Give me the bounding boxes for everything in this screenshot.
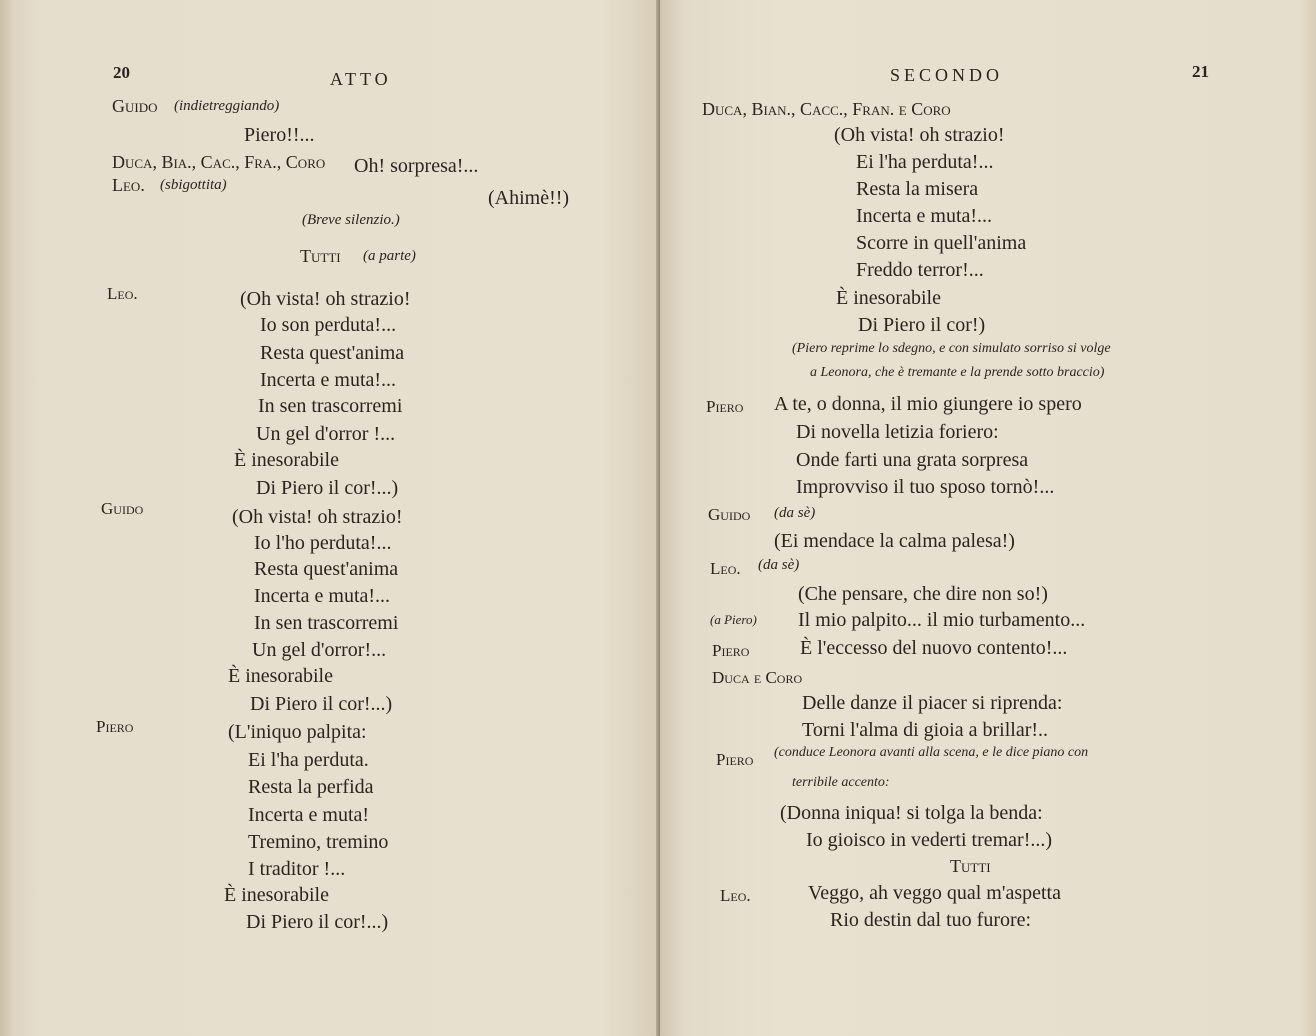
stage-direction: terribile accento: bbox=[792, 775, 890, 790]
speaker-label: Piero bbox=[96, 717, 134, 736]
verse-line: In sen trascorremi bbox=[254, 612, 399, 634]
verse-line: (Ei mendace la calma palesa!) bbox=[774, 530, 1015, 552]
verse-line: Di Piero il cor!...) bbox=[250, 693, 393, 715]
verse-line: Ei l'ha perduta!... bbox=[856, 151, 994, 173]
speaker-label: Duca, Bian., Cacc., Fran. e Coro bbox=[702, 99, 951, 119]
verse-line: Io gioisco in vederti tremar!...) bbox=[806, 829, 1053, 851]
verse-line: Il mio palpito... il mio turbamento... bbox=[798, 609, 1086, 631]
verse-line: Tremino, tremino bbox=[248, 831, 389, 853]
verse-line: Di Piero il cor!) bbox=[858, 314, 986, 336]
speaker-label: Guido bbox=[101, 499, 144, 518]
verse-line: Delle danze il piacer si riprenda: bbox=[802, 692, 1063, 714]
verse-line: Ei l'ha perduta. bbox=[248, 749, 369, 771]
speaker-label: Duca e Coro bbox=[712, 668, 803, 687]
verse-line: È inesorabile bbox=[224, 884, 329, 906]
verse-line: Torni l'alma di gioia a brillar!.. bbox=[802, 719, 1049, 741]
verse-line: In sen trascorremi bbox=[258, 395, 403, 417]
verse-line: Incerta e muta!... bbox=[254, 585, 391, 607]
verse-line: (Donna iniqua! si tolga la benda: bbox=[780, 802, 1043, 824]
speaker-label: Piero bbox=[706, 397, 744, 416]
verse-line: È inesorabile bbox=[234, 449, 339, 471]
verse-line: Piero!!... bbox=[244, 124, 315, 146]
speaker-label: Guido bbox=[708, 505, 751, 524]
verse-line: Di Piero il cor!...) bbox=[256, 477, 399, 499]
verse-line: I traditor !... bbox=[248, 858, 346, 880]
running-header: ATTO bbox=[330, 69, 392, 89]
verse-line: A te, o donna, il mio giungere io spero bbox=[774, 393, 1082, 415]
right-page bbox=[660, 0, 1316, 1036]
speaker-label: Leo. bbox=[710, 559, 741, 578]
speaker-label: Tutti bbox=[300, 246, 341, 266]
stage-direction: (a parte) bbox=[363, 248, 416, 264]
verse-line: Veggo, ah veggo qual m'aspetta bbox=[808, 882, 1061, 904]
speaker-label: Piero bbox=[716, 750, 754, 769]
verse-line: Scorre in quell'anima bbox=[856, 232, 1027, 254]
verse-line: Un gel d'orror!... bbox=[252, 639, 387, 661]
verse-line: Freddo terror!... bbox=[856, 259, 984, 281]
speaker-label: Guido bbox=[112, 96, 158, 116]
verse-line: Incerta e muta!... bbox=[260, 369, 397, 391]
stage-direction: (indietreggiando) bbox=[174, 98, 280, 114]
verse-line: (Che pensare, che dire non so!) bbox=[798, 583, 1048, 605]
page-number: 21 bbox=[1192, 62, 1209, 81]
verse-line: Io l'ho perduta!... bbox=[254, 532, 392, 554]
verse-line: Improvviso il tuo sposo tornò!... bbox=[796, 476, 1055, 498]
stage-direction: a Leonora, che è tremante e la prende sotto braccio) bbox=[810, 365, 1105, 380]
verse-line: Onde farti una grata sorpresa bbox=[796, 449, 1029, 471]
stage-direction: (Breve silenzio.) bbox=[302, 212, 400, 228]
verse-line: Resta quest'anima bbox=[254, 558, 399, 580]
stage-direction: (Piero reprime lo sdegno, e con simulato sorriso si volge bbox=[792, 341, 1111, 356]
stage-direction: (a Piero) bbox=[710, 612, 757, 627]
verse-line: È inesorabile bbox=[836, 287, 941, 309]
running-header: SECONDO bbox=[890, 65, 1004, 85]
speaker-label: Leo. bbox=[112, 175, 145, 195]
page-number: 20 bbox=[113, 63, 130, 82]
stage-direction: (da sè) bbox=[758, 557, 800, 573]
verse-line: È l'eccesso del nuovo contento!... bbox=[800, 637, 1068, 659]
verse-line: (Oh vista! oh strazio! bbox=[834, 124, 1005, 146]
verse-line: Incerta e muta! bbox=[248, 804, 370, 826]
verse-line: Un gel d'orror !... bbox=[256, 423, 396, 445]
verse-line: È inesorabile bbox=[228, 665, 333, 687]
speaker-label: Piero bbox=[712, 641, 750, 660]
speaker-label: Duca, Bia., Cac., Fra., Coro bbox=[112, 152, 326, 172]
verse-line: (Ahimè!!) bbox=[488, 187, 570, 209]
verse-line: (Oh vista! oh strazio! bbox=[232, 506, 403, 528]
verse-line: Io son perduta!... bbox=[260, 314, 397, 336]
verse-line: Resta quest'anima bbox=[260, 342, 405, 364]
verse-line: Incerta e muta!... bbox=[856, 205, 993, 227]
verse-line: Resta la perfida bbox=[248, 776, 374, 798]
verse-line: Resta la misera bbox=[856, 178, 979, 200]
verse-line: (L'iniquo palpita: bbox=[228, 721, 367, 743]
stage-direction: (conduce Leonora avanti alla scena, e le dice piano con bbox=[774, 745, 1089, 760]
verse-line: Di novella letizia foriero: bbox=[796, 421, 999, 443]
stage-direction: (da sè) bbox=[774, 505, 816, 521]
stage-direction: (sbigottita) bbox=[160, 177, 227, 193]
verse-line: Oh! sorpresa!... bbox=[354, 155, 479, 177]
verse-line: Rio destin dal tuo furore: bbox=[830, 909, 1032, 931]
verse-line: (Oh vista! oh strazio! bbox=[240, 288, 411, 310]
speaker-label: Tutti bbox=[950, 856, 991, 876]
speaker-label: Leo. bbox=[107, 284, 138, 303]
speaker-label: Leo. bbox=[720, 886, 751, 905]
verse-line: Di Piero il cor!...) bbox=[246, 911, 389, 933]
